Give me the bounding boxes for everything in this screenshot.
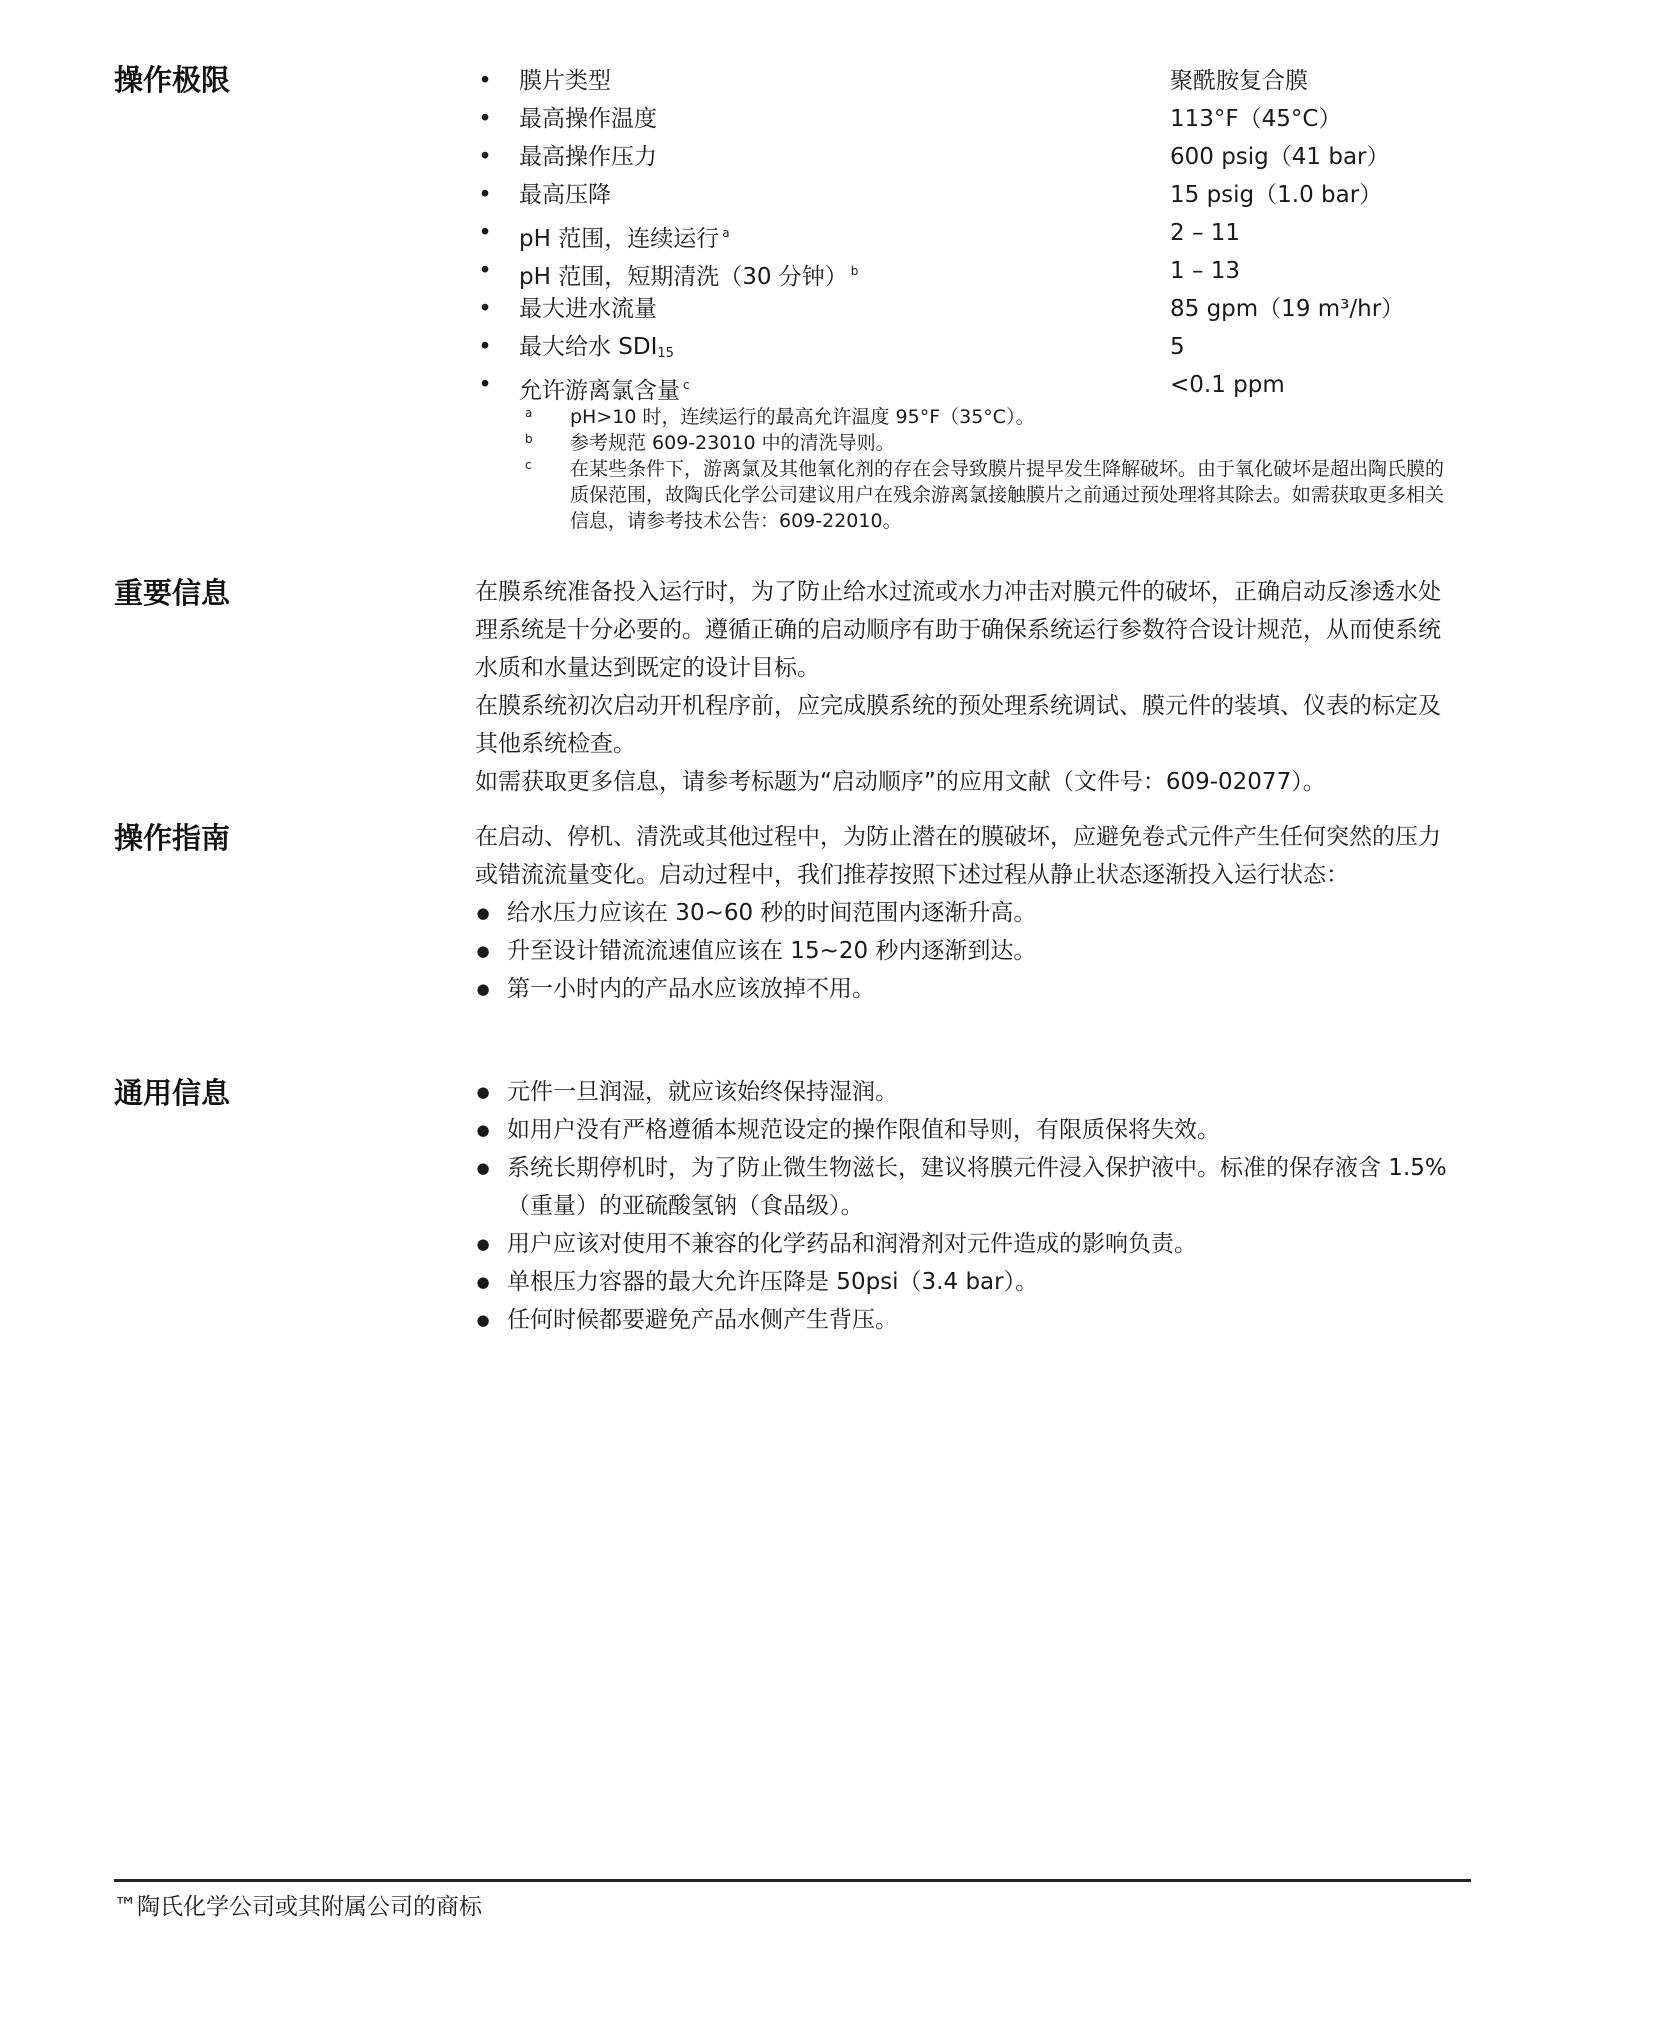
bullet-icon: • [478, 258, 492, 284]
spec-label [519, 100, 657, 138]
bullet-icon: ● [476, 942, 490, 960]
paragraph: 在膜系统初次启动开机程序前，应完成膜系统的预处理系统调试、膜元件的装填、仪表的标定及其他系统检查。 [475, 693, 1441, 757]
footnote-ref: a [722, 226, 730, 240]
list-item-text: 元件一旦润湿，就应该始终保持湿润。 [507, 1079, 898, 1105]
spec-row [475, 176, 1460, 214]
list-item [475, 932, 1460, 970]
footnotes [475, 404, 1460, 534]
list-item [475, 1073, 1460, 1111]
spec-label-text: 最高操作温度 [519, 106, 657, 132]
spec-row [475, 100, 1460, 138]
bullet-list [475, 894, 1460, 1008]
paragraph: 如需获取更多信息，请参考标题为“启动顺序”的应用文献（文件号：609-02077）。 [475, 769, 1326, 795]
spec-label-text: 膜片类型 [519, 68, 611, 94]
paragraph: 在膜系统准备投入运行时，为了防止给水过流或水力冲击对膜元件的破坏，正确启动反渗透水处理系统是十分必要的。遵循正确的启动顺序有助于确保系统运行参数符合设计规范，从而使系统水质和水量达到既定的设计目标。 [475, 579, 1441, 681]
bullet-icon: • [478, 334, 492, 360]
footnote-mark: c [525, 458, 532, 472]
list-item-text: 系统长期停机时，为了防止微生物滋长，建议将膜元件浸入保护液中。标准的保存液含 1.5%（重量）的亚硫酸氢钠（食品级）。 [507, 1155, 1447, 1219]
bullet-icon: ● [476, 1273, 490, 1291]
spec-row [475, 214, 1460, 252]
bullet-list [475, 1073, 1460, 1339]
spec-row [475, 366, 1460, 404]
bullet-icon: • [478, 220, 492, 246]
bullet-icon: • [478, 296, 492, 322]
bullet-icon: ● [476, 1083, 490, 1101]
spec-value: 15 psig（1.0 bar） [1170, 182, 1383, 208]
bullet-icon: • [478, 182, 492, 208]
spec-row [475, 252, 1460, 290]
spec-label-text: pH 范围，短期清洗（30 分钟） [519, 264, 848, 290]
footnote-text: 在某些条件下，游离氯及其他氧化剂的存在会导致膜片提早发生降解破坏。由于氧化破坏是超出陶氏膜的质保范围，故陶氏化学公司建议用户在残余游离氯接触膜片之前通过预处理将其除去。如需获取更多相关信息，请参考技术公告：609-22010。 [570, 458, 1445, 532]
spec-label-text: pH 范围，连续运行 [519, 226, 720, 252]
bullet-icon: ● [476, 1121, 490, 1139]
spec-value: 113°F（45°C） [1170, 106, 1342, 132]
bullet-icon: ● [476, 904, 490, 922]
general-info-body [475, 1073, 1460, 1339]
bullet-icon: • [478, 106, 492, 132]
spec-label-text: 最大给水 SDI [519, 334, 658, 360]
footnote-ref: b [850, 264, 859, 278]
list-item-text: 升至设计错流流速值应该在 15~20 秒内逐渐到达。 [507, 938, 1037, 964]
spec-value: <0.1 ppm [1170, 372, 1285, 398]
footnote-text: pH>10 时，连续运行的最高允许温度 95°F（35°C）。 [570, 406, 1035, 428]
footnote [475, 456, 1460, 534]
bullet-icon: • [478, 372, 492, 398]
list-item-text: 如用户没有严格遵循本规范设定的操作限值和导则，有限质保将失效。 [507, 1117, 1220, 1143]
spec-value: 85 gpm（19 m³/hr） [1170, 296, 1405, 322]
section-title: 重要信息 [114, 576, 231, 610]
list-item-text: 单根压力容器的最大允许压降是 50psi（3.4 bar）。 [507, 1269, 1039, 1295]
spec-value: 2 – 11 [1170, 220, 1241, 246]
list-item [475, 1111, 1460, 1149]
spec-table [475, 62, 1460, 534]
section-title: 操作极限 [114, 63, 231, 97]
list-item-text: 第一小时内的产品水应该放掉不用。 [507, 976, 875, 1002]
bullet-icon: ● [476, 980, 490, 998]
spec-value: 5 [1170, 334, 1185, 360]
bullet-icon: • [478, 144, 492, 170]
spec-label-text: 最高操作压力 [519, 144, 657, 170]
spec-row [475, 328, 1460, 366]
spec-row [475, 138, 1460, 176]
spec-row [475, 290, 1460, 328]
list-item-text: 任何时候都要避免产品水侧产生背压。 [507, 1307, 898, 1333]
footnote-text: 参考规范 609-23010 中的清洗导则。 [570, 432, 895, 454]
spec-value: 1 – 13 [1170, 258, 1241, 284]
footnote-ref: c [683, 378, 690, 392]
footer-divider [114, 1879, 1471, 1882]
spec-label [519, 138, 657, 176]
spec-label-text: 最大进水流量 [519, 296, 657, 322]
list-item-text: 给水压力应该在 30~60 秒的时间范围内逐渐升高。 [507, 900, 1037, 926]
trademark-note: ™陶氏化学公司或其附属公司的商标 [114, 1894, 482, 1920]
spec-label [519, 290, 657, 328]
list-item [475, 970, 1460, 1008]
footnote [475, 430, 1460, 456]
spec-label-text: 最高压降 [519, 182, 611, 208]
list-item [475, 1225, 1460, 1263]
footnote-mark: a [525, 406, 533, 420]
list-item [475, 1263, 1460, 1301]
spec-label [519, 62, 611, 100]
list-item [475, 1149, 1460, 1225]
section-title: 操作指南 [114, 821, 231, 855]
important-info-body [475, 573, 1460, 801]
bullet-icon: ● [476, 1311, 490, 1329]
operating-guide-body [475, 818, 1460, 1008]
list-item-text: 用户应该对使用不兼容的化学药品和润滑剂对元件造成的影响负责。 [507, 1231, 1197, 1257]
spec-row [475, 62, 1460, 100]
subscript: 15 [657, 346, 674, 361]
bullet-icon: ● [476, 1235, 490, 1253]
bullet-icon: • [478, 68, 492, 94]
spec-value: 聚酰胺复合膜 [1170, 68, 1308, 94]
spec-label [519, 176, 611, 214]
list-item [475, 1301, 1460, 1339]
spec-label-text: 允许游离氯含量 [519, 378, 680, 404]
list-item [475, 894, 1460, 932]
footnote-mark: b [525, 432, 533, 446]
spec-value: 600 psig（41 bar） [1170, 144, 1390, 170]
bullet-icon: ● [476, 1159, 490, 1177]
section-title: 通用信息 [114, 1076, 231, 1110]
footnote [475, 404, 1460, 430]
paragraph: 在启动、停机、清洗或其他过程中，为防止潜在的膜破坏，应避免卷式元件产生任何突然的压力或错流流量变化。启动过程中，我们推荐按照下述过程从静止状态逐渐投入运行状态： [475, 824, 1441, 888]
